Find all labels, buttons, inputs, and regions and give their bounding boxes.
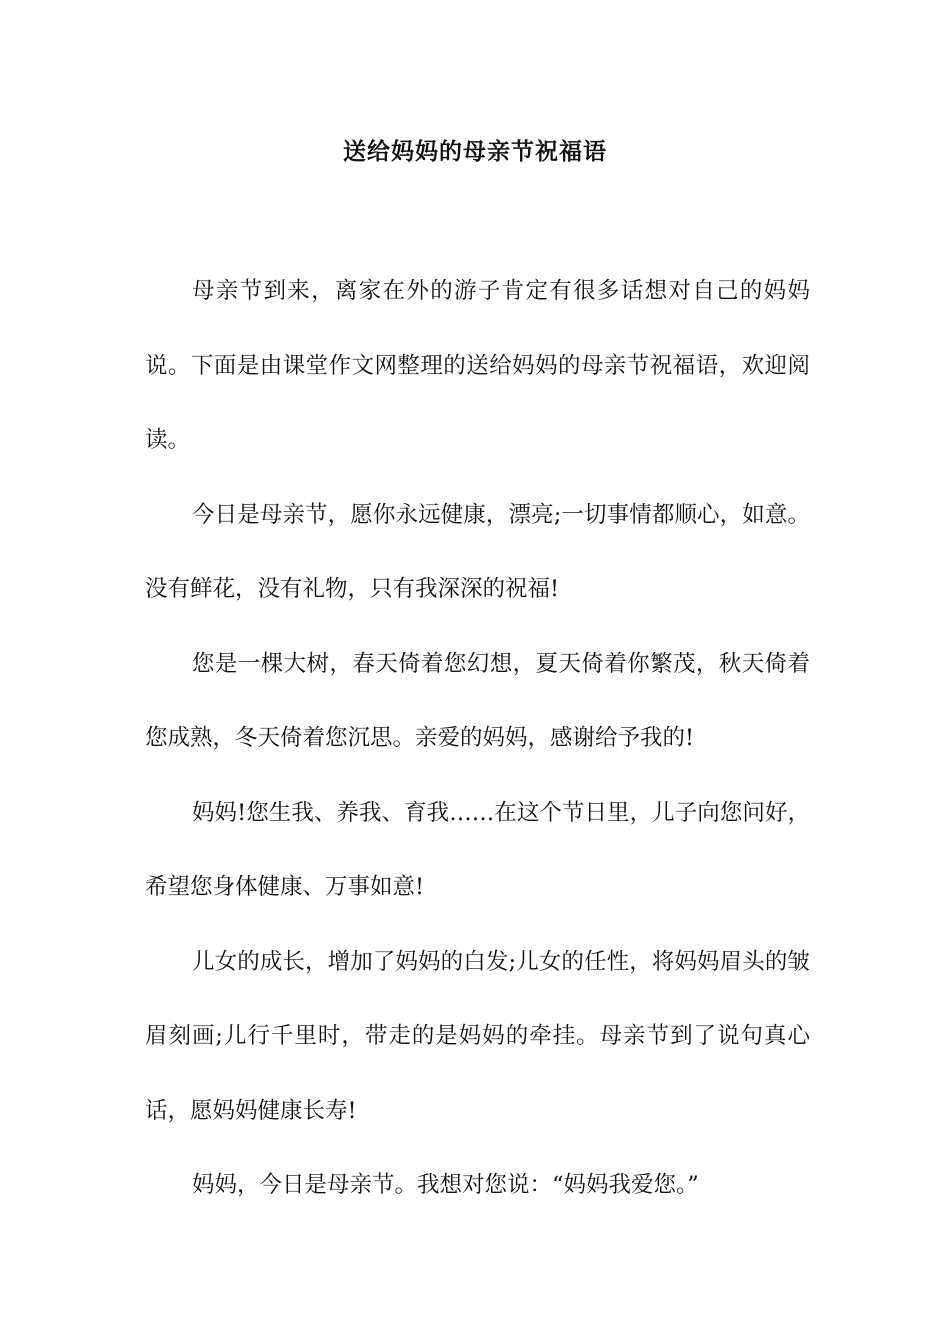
- paragraph: 今日是母亲节，愿你永远健康，漂亮;一切事情都顺心，如意。没有鲜花，没有礼物，只有我深深的祝福!: [145, 501, 810, 602]
- paragraph: 母亲节到来，离家在外的游子肯定有很多话想对自己的妈妈说。下面是由课堂作文网整理的送给妈妈的母亲节祝福语，欢迎阅读。: [145, 278, 810, 453]
- paragraph: 您是一棵大树，春天倚着您幻想，夏天倚着你繁茂，秋天倚着您成熟，冬天倚着您沉思。亲爱的妈妈，感谢给予我的!: [145, 650, 810, 751]
- document-title: 送给妈妈的母亲节祝福语: [343, 138, 607, 165]
- paragraph: 妈妈!您生我、养我、育我……在这个节日里，儿子向您问好，希望您身体健康、万事如意!: [145, 799, 810, 900]
- paragraph: 儿女的成长，增加了妈妈的白发;儿女的任性，将妈妈眉头的皱眉刻画;儿行千里时，带走的是妈妈的牵挂。母亲节到了说句真心话，愿妈妈健康长寿!: [145, 948, 810, 1124]
- document-body: [145, 254, 810, 1223]
- paragraph: 妈妈，今日是母亲节。我想对您说：“妈妈我爱您。”: [192, 1172, 699, 1198]
